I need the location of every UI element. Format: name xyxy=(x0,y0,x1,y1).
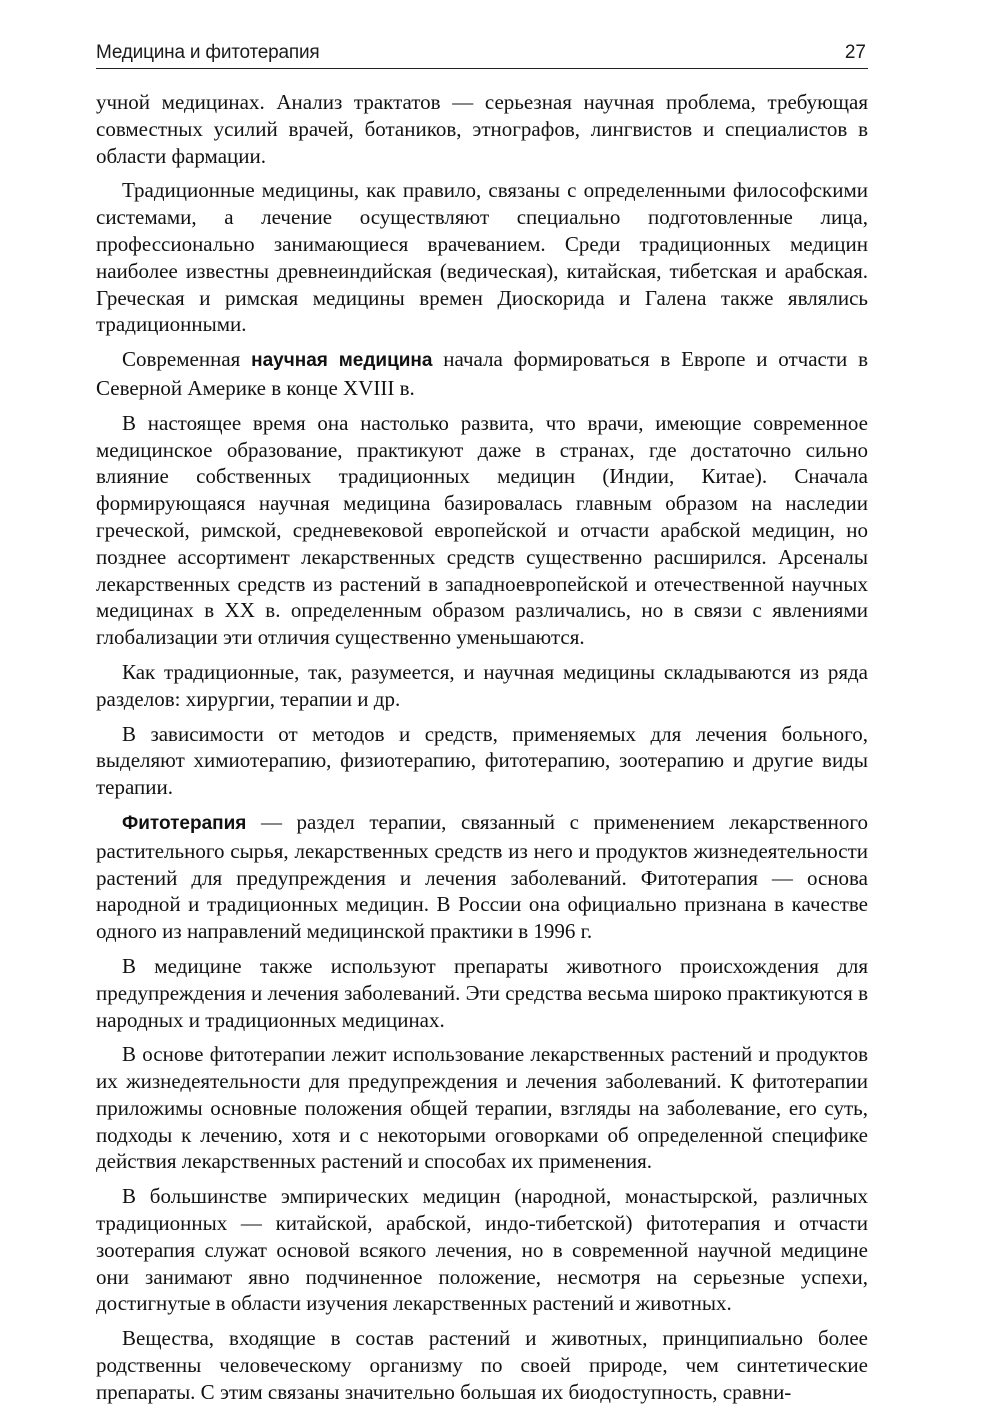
text-run: Как традиционные, так, разумеется, и научная медицины складываются из ряда разделов: хирургии, терапии и др. xyxy=(96,659,868,711)
body-text xyxy=(96,89,868,1414)
text-run: В большинстве эмпирических медицин (народной, монастырской, различных традиционных — китайской, арабской, индо-тибетской) фитотерапия и отчасти зоотерапия служат основой всякого лечения, но в современной научной медицине они занимают явно подчиненное положение, несмотря на серьезные успехи, достигнутые в области изучения лекарственных растений и животных. xyxy=(96,1184,868,1316)
paragraph xyxy=(96,721,868,801)
text-run: В зависимости от методов и средств, применяемых для лечения больного, выделяют химиотерапию, физиотерапию, фитотерапию, зоотерапию и другие виды терапии. xyxy=(96,721,868,800)
text-run: В медицине также используют препараты животного происхождения для предупреждения и лечения заболеваний. Эти средства весьма широко практикуются в народных и традиционных медицинах. xyxy=(96,953,868,1032)
paragraph xyxy=(96,809,868,945)
text-run: Традиционные медицины, как правило, связаны с определенными философскими системами, а лечение осуществляют специально подготовленные лица, профессионально занимающиеся врачеванием. Среди традиционных медицин наиболее известны древнеиндийская (ведическая), китайская, тибетская и арабская. Греческая и римская медицины времен Диоскорида и Галена также являлись традиционными. xyxy=(96,178,868,337)
paragraph xyxy=(96,1041,868,1175)
text-run: Современная xyxy=(122,347,252,372)
running-header xyxy=(96,36,868,69)
paragraph xyxy=(96,410,868,651)
paragraph xyxy=(96,659,868,713)
paragraph xyxy=(96,1325,868,1405)
text-run: Вещества, входящие в состав растений и животных, принципиально более родственны человеческому организму по своей природе, чем синтетические препараты. С этим связаны значительно большая их биодоступность, сравни- xyxy=(96,1326,868,1404)
paragraph xyxy=(96,177,868,338)
bold-term: Фитотерапия xyxy=(122,812,247,834)
text-run: — раздел терапии, связанный с применением лекарственного растительного сырья, лекарственных средств из него и продуктов жизнедеятельности растений для предупреждения и лечения заболеваний. Фитотерапия — основа народной и традиционных медицин. В России она официально признана в качестве одного из направлений медицинской практики в 1996 г. xyxy=(96,809,868,944)
text-run: В настоящее время она настолько развита, что врачи, имеющие современное медицинское образование, практикуют даже в странах, где достаточно сильно влияние собственных традиционных медицин (Индии, Китае). Сначала формирующаяся научная медицина базировалась главным образом на наследии греческой, римской, средневековой европейской и отчасти арабской медицин, но позднее ассортимент лекарственных средств существенно расширился. Арсеналы лекарственных средств из растений в западноевропейской и отечественной научных медицинах в XX в. определенным образом различались, но в связи с явлениями глобализации эти отличия существенно уменьшаются. xyxy=(96,410,868,650)
text-run: учной медицинах. Анализ трактатов — серьезная научная проблема, требующая совместных усилий врачей, ботаников, этнографов, лингвистов и специалистов в области фармации. xyxy=(96,90,868,168)
text-run: начала формироваться в Европе и отчасти в Северной Америке в конце XVIII в. xyxy=(96,347,868,400)
bold-term: научная медицина xyxy=(251,350,433,372)
text-run: В основе фитотерапии лежит использование лекарственных растений и продуктов их жизнедеятельности для предупреждения и лечения заболеваний. К фитотерапии приложимы основные положения общей терапии, взгляды на заболевание, его суть, подходы к лечению, хотя и с некоторыми оговорками об определенной специфике действия лекарственных растений и способах их применения. xyxy=(96,1042,868,1174)
running-header-title: Медицина и фитотерапия xyxy=(96,42,320,63)
page-number: 27 xyxy=(844,42,866,63)
paragraph xyxy=(96,1183,868,1317)
paragraph xyxy=(96,953,868,1033)
paragraph xyxy=(96,89,868,169)
paragraph xyxy=(96,346,868,402)
